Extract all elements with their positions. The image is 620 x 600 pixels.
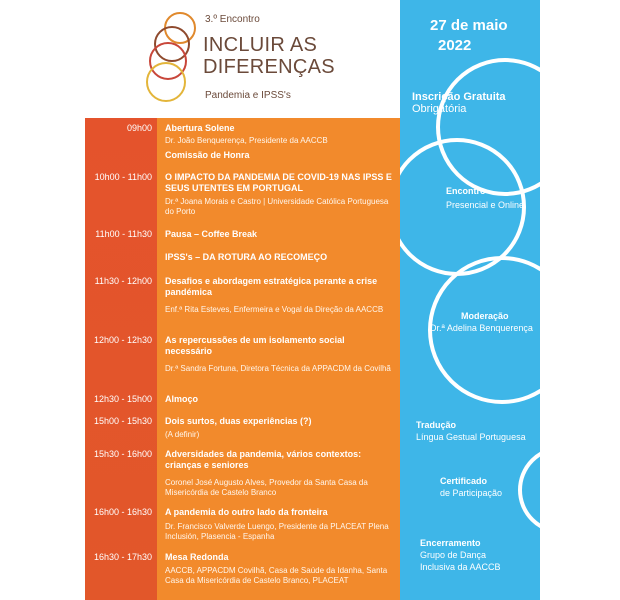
encerramento-value-1: Grupo de Dança <box>420 550 487 560</box>
row-detail: AACCB, APPACDM Covilhã, Casa de Saúde da Idanha, Santa Casa da Misericórdia de Castelo Branco, PLACEAT <box>165 566 388 585</box>
row-title: Mesa Redonda <box>165 552 229 562</box>
row-time: 15h30 - 16h00 <box>93 449 152 459</box>
traducao-value: Língua Gestual Portuguesa <box>416 432 526 442</box>
row-title: Comissão de Honra <box>165 150 250 160</box>
decorative-circle-4 <box>518 446 540 534</box>
event-title <box>203 34 335 78</box>
row-detail: (A definir) <box>165 430 200 439</box>
encontro-value: Presencial e Online <box>446 200 525 210</box>
row-detail: Dr. Francisco Valverde Luengo, Presidente da PLACEAT Plena Inclusión, Plasencia - Espanha <box>165 522 389 541</box>
title-line-1: INCLUIR AS <box>203 34 318 56</box>
row-title: IPSS's – DA ROTURA AO RECOMEÇO <box>165 252 328 262</box>
row-title: Pausa – Coffee Break <box>165 229 258 239</box>
row-detail: Dr.ª Sandra Fortuna, Diretora Técnica da APPACDM da Covilhã <box>165 364 391 373</box>
row-detail: Enf.ª Rita Esteves, Enfermeira e Vogal da Direção da AACCB <box>165 305 384 314</box>
event-date <box>430 16 508 56</box>
moderacao-value: Dr.ª Adelina Benquerença <box>430 323 533 333</box>
title-line-2: DIFERENÇAS <box>203 56 335 78</box>
rings-logo-icon <box>140 6 204 110</box>
certificado-value: de Participação <box>440 488 503 498</box>
row-detail: Dr. João Benquerença, Presidente da AACCB <box>165 136 328 145</box>
time-column <box>85 118 157 600</box>
traducao-label: Tradução <box>416 420 457 430</box>
row-title: Desafios e abordagem estratégica perante a crise pandémica <box>165 276 378 297</box>
row-title: As repercussões de um isolamento social necessário <box>165 335 345 356</box>
row-title: Almoço <box>165 394 199 404</box>
row-detail: Dr.ª Joana Morais e Castro | Universidade Católica Portuguesa do Porto <box>165 197 389 216</box>
row-title: Dois surtos, duas experiências (?) <box>165 416 312 426</box>
registration-note: Obrigatória <box>412 103 467 115</box>
encerramento-label: Encerramento <box>420 538 481 548</box>
row-title: Abertura Solene <box>165 123 235 133</box>
row-time: 10h00 - 11h00 <box>94 172 152 182</box>
encerramento-value-2: Inclusiva da AACCB <box>420 562 501 572</box>
moderacao-label: Moderação <box>461 311 509 321</box>
row-time: 16h00 - 16h30 <box>93 507 152 517</box>
row-time: 12h00 - 12h30 <box>93 335 152 345</box>
event-subtitle: Pandemia e IPSS's <box>205 90 291 101</box>
row-time: 16h30 - 17h30 <box>93 552 152 562</box>
encontro-label: Encontro <box>446 186 486 196</box>
date-day: 27 de maio <box>430 17 508 34</box>
row-title: A pandemia do outro lado da fronteira <box>165 507 328 517</box>
row-title: O IMPACTO DA PANDEMIA DE COVID-19 NAS IPSS E SEUS UTENTES EM PORTUGAL <box>165 172 392 193</box>
certificado-label: Certificado <box>440 476 488 486</box>
registration-title: Inscrição Gratuita <box>412 91 506 103</box>
info-sidebar <box>400 0 540 600</box>
row-detail: Coronel José Augusto Alves, Provedor da Santa Casa da Misericórdia de Castelo Branco <box>165 478 368 497</box>
registration-info <box>412 91 506 115</box>
row-title: Adversidades da pandemia, vários contextos: crianças e seniores <box>165 449 362 470</box>
row-time: 11h30 - 12h00 <box>94 276 152 286</box>
row-time: 09h00 <box>126 123 152 133</box>
edition-label: 3.º Encontro <box>205 14 260 25</box>
row-time: 15h00 - 15h30 <box>93 416 152 426</box>
row-time: 12h30 - 15h00 <box>93 394 152 404</box>
row-time: 11h00 - 11h30 <box>95 229 152 239</box>
date-year: 2022 <box>438 37 472 54</box>
